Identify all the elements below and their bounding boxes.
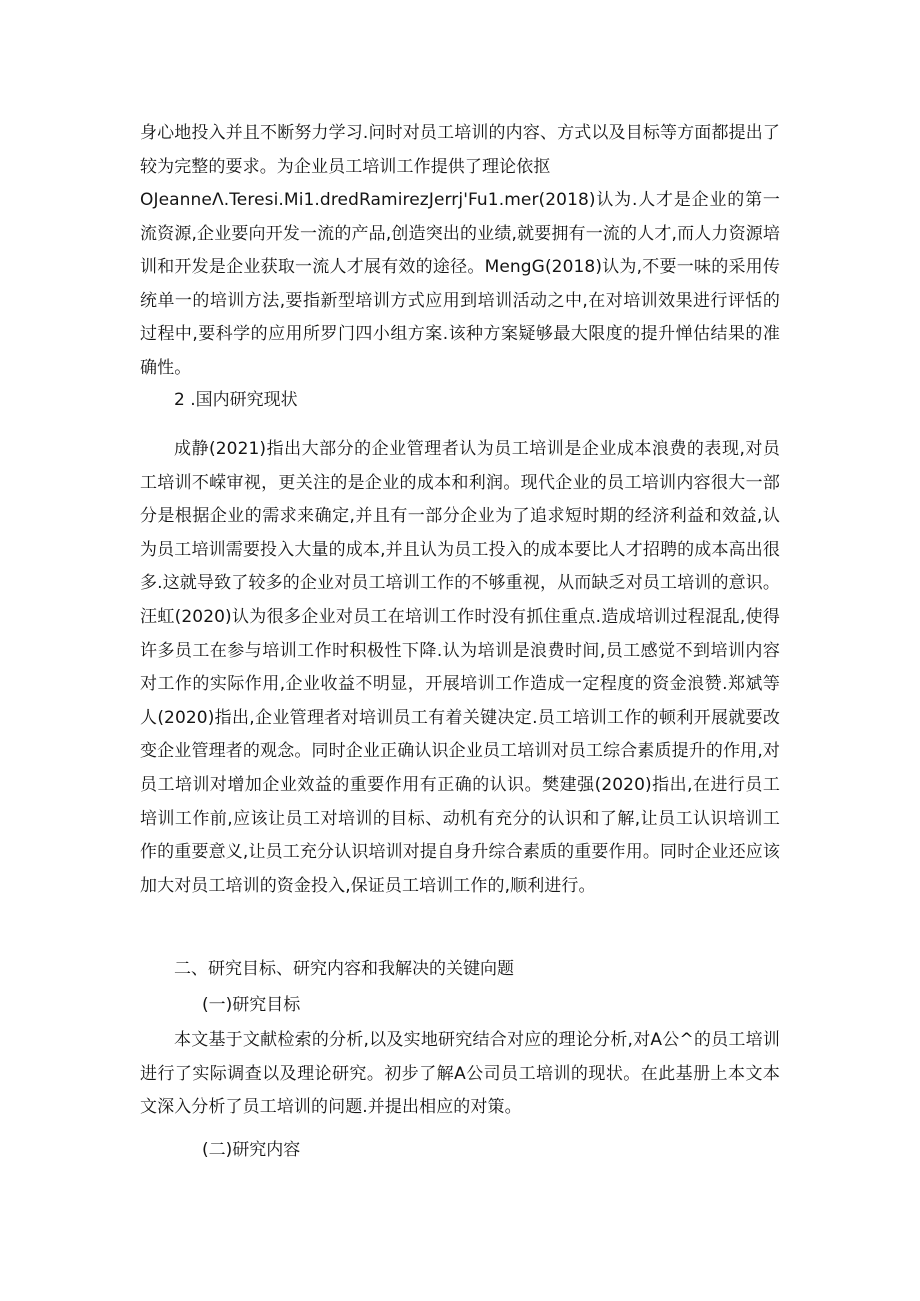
heading-section-two: 二、研究目标、研究内容和我解决的关键向题 (174, 959, 514, 979)
paragraph-intro-continuation: 身心地投入并且不断努力学习.问时对员工培训的内容、方式以及目标等方面都提出了较为完整的要求。为企业员工培训工作提供了理论依抠 (140, 123, 780, 177)
paragraph-domestic-research: 成静(2021)指出大部分的企业管理者认为员工培训是企业成本浪费的表现,对员工培训不嵘审视，更关注的是企业的成本和利润。现代企业的员工培训内容很大一部分是根据企业的需求来确定,并且有一部分企业为了追求短时期的经济利益和效益,认为员工培训需要投入大量的成本,并且认为员工投入的成本要比人才招聘的成本高出很多.这就导致了较多的企业对员工培训工作的不够重视，从而缺乏对员工培训的意识。汪虹(2020)认为很多企业对员工在培训工作时没有抓住重点.造成培训过程混乱,使得许多员工在参与培训工作时积极性下降.认为培训是浪费时间,员工感觉不到培训内容对工作的实际作用,企业收益不明显，开展培训工作造成一定程度的资金浪赞.郑斌等人(2020)指出,企业管理者对培训员工有着关键决定.员工培训工作的顿利开展就要改变企业管理者的观念。同时企业正确认识企业员工培训对员工综合素质提升的作用,对员工培训对增加企业效益的重要作用有正确的认识。樊建强(2020)指出,在进行员工培训工作前,应该让员工对培训的目标、动机有充分的认识和了解,让员工认识培训工作的重要意义,让员工充分认识培训对提自身升综合素质的重要作用。同时企业还应该加大对员工培训的资金投入,保证员工培训工作的,顺利进行。 (140, 439, 780, 896)
heading-research-goal: (一)研究目标 (202, 995, 301, 1015)
paragraph-foreign-research: OJeanneΛ.Teresi.Mi1.dredRamirezJerrj'Fu1.mer(2018)认为.人才是企业的第一流资源,企业要向开发一流的产品,创造突出的业绩,就要拥有一流的人才,而人力资源培训和开发是企业获取一流人才展有效的途径。MengG(2018)认为,不要一味的采用传统单一的培训方法,要指新型培训方式应用到培训活动之中,在对培训效果进行评恬的过程中,要科学的应用所罗门四小组方案.该种方案疑够最大限度的提升惮估结果的准确性。 (140, 190, 780, 378)
heading-domestic-research: 2 .国内研究现状 (174, 390, 298, 410)
paragraph-research-goal: 本文基于文献检索的分析,以及实地研究结合对应的理论分析,对A公^的员工培训进行了实际调查以及理论研究。初步了解A公司员工培训的现状。在此基册上本文本文深入分析了员工培训的问题.并提出相应的对策。 (140, 1030, 780, 1118)
heading-research-content: (二)研究内容 (202, 1140, 301, 1160)
